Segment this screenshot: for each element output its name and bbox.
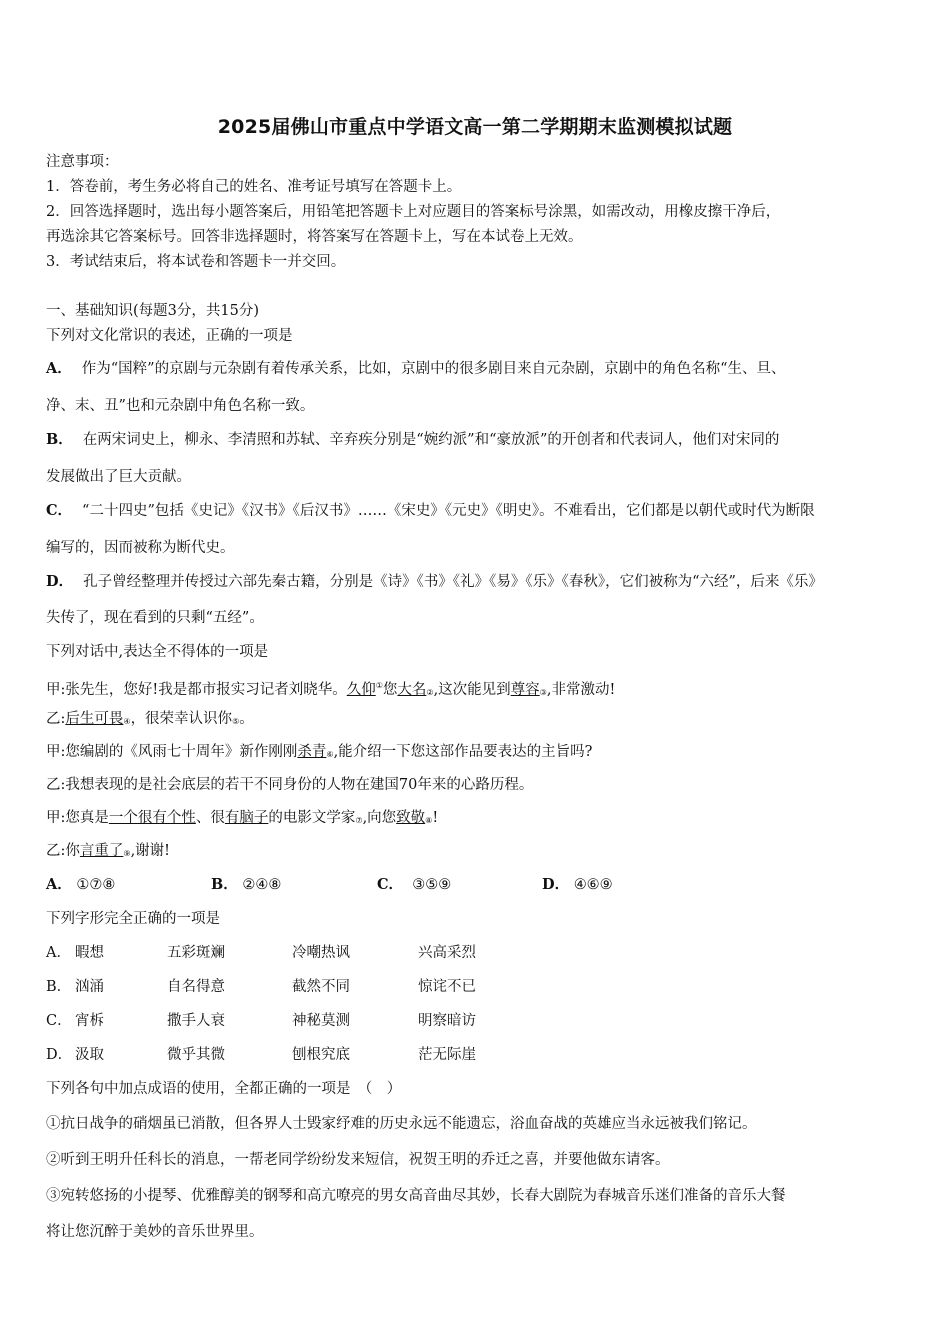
option-letter: A． (46, 360, 72, 377)
dialogue-text: 甲:张先生，您好!我是都市报实习记者刘晓华。 (46, 681, 347, 698)
dialogue-text: ,向您 (362, 810, 397, 826)
q1-option-d-cont: 失传了，现在看到的只剩“五经”。 (46, 610, 264, 626)
underlined-phrase: 尊容 (510, 681, 540, 698)
q4-sentence-2: ②听到王明升任科长的消息，一帮老同学纷纷发来短信，祝贺王明的乔迁之喜，并要他做东请客。 (46, 1152, 670, 1168)
q1-option-b-cont: 发展做出了巨大贡献。 (46, 469, 191, 485)
option-letter: A． (46, 876, 72, 893)
option-text: ③⑤⑨ (412, 877, 452, 893)
dialogue-text: 乙: (46, 711, 66, 727)
underlined-phrase: 久仰 (346, 681, 376, 698)
dialogue-text: 甲:您编剧的《风雨七十周年》新作刚刚 (46, 744, 298, 760)
marker: ③ (539, 687, 547, 697)
option-letter: B． (46, 431, 73, 448)
q2-dialogue-6 (46, 841, 912, 864)
option-text: ①⑦⑧ (76, 877, 116, 893)
dialogue-text: ,非常激动! (546, 681, 616, 698)
underlined-phrase: 有脑子 (224, 810, 269, 826)
page-title: 2025届佛山市重点中学语文高一第二学期期末监测模拟试题 (217, 116, 733, 138)
option-letter: D． (46, 573, 74, 590)
underlined-phrase: 致敬 (396, 810, 426, 826)
q3-word: 明察暗访 (418, 1013, 476, 1029)
marker: ⑦ (355, 816, 363, 825)
q3-word: 神秘莫测 (292, 1013, 350, 1029)
dialogue-text: 、很 (195, 810, 225, 826)
q3-word: 撒手人衰 (167, 1013, 225, 1029)
option-letter: D． (542, 876, 570, 893)
underlined-phrase: 言重了 (79, 843, 124, 859)
q2-dialogue-1 (46, 676, 912, 703)
marker: ⑧ (425, 816, 433, 825)
q2-dialogue-3 (46, 742, 912, 765)
marker: ① (375, 681, 383, 690)
q2-stem: 下列对话中,表达全不得体的一项是 (46, 644, 269, 660)
notice-item-2: 2．回答选择题时，选出每小题答案后，用铅笔把答题卡上对应题目的答案标号涂黑，如需改动，用橡皮擦干净后， (46, 204, 781, 220)
q2-choice-a[interactable] (46, 875, 115, 895)
q4-sentence-1: ①抗日战争的硝烟虽已消散，但各界人士毁家纾难的历史永远不能遗忘，浴血奋战的英雄应当永远被我们铭记。 (46, 1116, 757, 1132)
dialogue-text: ,能介绍一下您这部作品要表达的主旨吗? (333, 744, 593, 760)
q3-word: 茫无际崖 (418, 1047, 476, 1063)
q1-stem: 下列对文化常识的表述，正确的一项是 (46, 328, 293, 344)
notice-item-2-cont: 再选涂其它答案标号。回答非选择题时，将答案写在答题卡上，写在本试卷上无效。 (46, 229, 583, 245)
q2-dialogue-4: 乙:我想表现的是社会底层的若干不同身份的人物在建国70年来的心路历程。 (46, 777, 534, 793)
q2-choice-d[interactable] (542, 875, 613, 895)
q3-option-a-letter[interactable]: A． (46, 945, 71, 961)
q3-word: 暇想 (75, 945, 104, 961)
q3-option-b-letter[interactable]: B． (46, 979, 72, 995)
underlined-phrase: 大名 (397, 681, 427, 698)
dialogue-text: 您 (382, 681, 398, 698)
dialogue-text: 甲:您真是 (46, 810, 109, 826)
q3-stem: 下列字形完全正确的一项是 (46, 911, 220, 927)
dialogue-text: ! (432, 810, 439, 826)
section-heading: 一、基础知识(每题3分，共15分) (46, 303, 259, 319)
q2-choice-c[interactable] (377, 875, 451, 895)
option-letter: C． (46, 502, 73, 519)
q1-option-a-cont: 净、末、丑”也和元杂剧中角色名称一致。 (46, 398, 315, 414)
option-text: 作为“国粹”的京剧与元杂剧有着传承关系，比如，京剧中的很多剧目来自元杂剧，京剧中的角色名称“生、旦、 (81, 361, 786, 377)
marker: ⑤ (232, 717, 240, 726)
underlined-phrase: 杀青 (297, 744, 327, 760)
q3-word: 微乎其微 (167, 1047, 225, 1063)
q2-dialogue-5 (46, 808, 912, 831)
marker: ④ (123, 717, 131, 726)
q1-option-a[interactable] (46, 359, 912, 379)
marker: ⑨ (123, 849, 131, 858)
q3-word: 五彩斑斓 (167, 945, 225, 961)
q1-option-d[interactable] (46, 572, 912, 592)
option-text: ②④⑧ (242, 877, 282, 893)
q4-stem: 下列各句中加点成语的使用，全都正确的一项是 （ ） (46, 1081, 402, 1097)
q3-word: 汹涌 (75, 979, 104, 995)
notice-heading: 注意事项： (46, 154, 119, 170)
q3-word: 冷嘲热讽 (292, 945, 350, 961)
q2-choice-b[interactable] (211, 875, 281, 895)
marker: ② (426, 687, 434, 697)
q3-word: 宵柝 (75, 1013, 104, 1029)
q3-word: 截然不同 (292, 979, 350, 995)
underlined-phrase: 后生可畏 (65, 711, 124, 727)
option-text: 孔子曾经整理并传授过六部先秦古籍，分别是《诗》《书》《礼》《易》《乐》《春秋》，它们被称为“六经”，后来《乐》 (83, 574, 823, 590)
q2-dialogue-2 (46, 709, 912, 732)
q3-word: 自名得意 (167, 979, 225, 995)
q3-option-c-letter[interactable]: C． (46, 1013, 72, 1029)
dialogue-text: 。 (239, 711, 254, 727)
option-text: 在两宋词史上，柳永、李清照和苏轼、辛弃疾分别是“婉约派”和“豪放派”的开创者和代表词人，他们对宋同的 (82, 432, 780, 448)
q4-sentence-3: ③宛转悠扬的小提琴、优雅醇美的钢琴和高亢嘹亮的男女高音曲尽其妙，长春大剧院为春城音乐迷们准备的音乐大餐 (46, 1188, 786, 1204)
underlined-phrase: 一个很有个性 (108, 810, 196, 826)
notice-item-3: 3．考试结束后，将本试卷和答题卡一并交回。 (46, 254, 346, 270)
dialogue-text: ,这次能见到 (433, 681, 511, 698)
q3-word: 兴高采烈 (418, 945, 476, 961)
dialogue-text: ,谢谢! (130, 843, 170, 859)
q3-word: 汲取 (75, 1047, 104, 1063)
q1-option-c[interactable] (46, 501, 912, 521)
q3-word: 惊诧不已 (418, 979, 476, 995)
notice-item-1: 1．答卷前，考生务必将自己的姓名、准考证号填写在答题卡上。 (46, 179, 462, 195)
dialogue-text: 的电影文学家 (268, 810, 356, 826)
option-text: “二十四史”包括《史记》《汉书》《后汉书》……《宋史》《元史》《明史》。不难看出，它们都是以朝代或时代为断限 (82, 503, 815, 519)
q1-option-c-cont: 编写的，因而被称为断代史。 (46, 540, 235, 556)
q3-word: 刨根究底 (292, 1047, 350, 1063)
marker: ⑥ (326, 750, 334, 759)
dialogue-text: 乙:你 (46, 843, 80, 859)
q1-option-b[interactable] (46, 430, 912, 450)
option-letter: B． (211, 876, 238, 893)
dialogue-text: ，很荣幸认识你 (130, 711, 233, 727)
option-text: ④⑥⑨ (573, 877, 613, 893)
q3-option-d-letter[interactable]: D． (46, 1047, 73, 1063)
option-letter: C． (377, 876, 404, 893)
q4-sentence-3-cont: 将让您沉醉于美妙的音乐世界里。 (46, 1224, 264, 1240)
